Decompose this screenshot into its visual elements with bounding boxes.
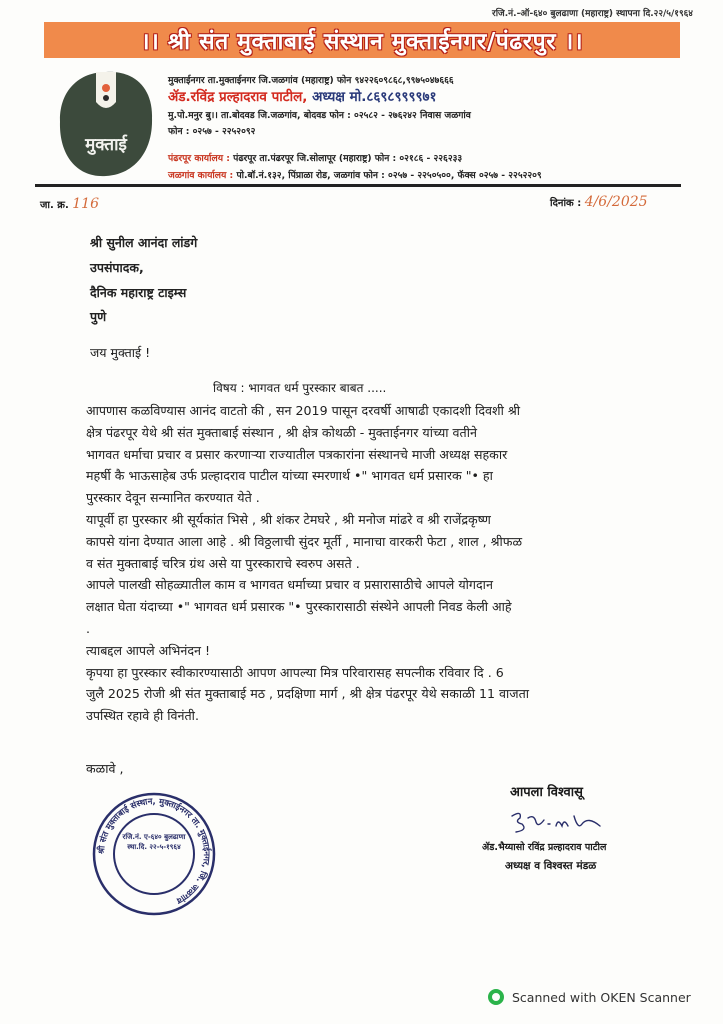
pandharpur-address: पंढरपूर ता.पंढरपूर जि.सोलापूर (महाराष्ट्र) फोन : ०२१८६ - २२६२३३	[233, 153, 463, 164]
body-line: व संत मुक्ताबाई चरित्र ग्रंथ असे या पुरस्काराचे स्वरुप असते .	[86, 555, 360, 571]
recipient-organization: दैनिक महाराष्ट्र टाइम्स	[90, 285, 187, 300]
body-line: आपले पालखी सोहळ्यातील काम व भागवत धर्माच्या प्रचार व प्रसारासाठीचे आपले योगदान	[86, 577, 493, 593]
body-line: उपस्थित रहावे ही विनंती.	[86, 708, 199, 724]
recipient-designation: उपसंपादक,	[90, 260, 144, 275]
body-line: कृपया हा पुरस्कार स्वीकारण्यासाठी आपण आपल्या मित्र परिवारासह सपत्नीक रविवार दि . 6	[86, 664, 504, 680]
letter-body	[86, 400, 686, 727]
oken-logo-icon	[488, 989, 504, 1005]
body-line: जुलै 2025 रोजी श्री संत मुक्ताबाई मठ , प्रदक्षिणा मार्ग , श्री क्षेत्र पंढरपूर येथे सकाळी 11 वाजता	[86, 686, 530, 702]
banner-title: ।। श्री संत मुक्ताबाई संस्थान मुक्ताईनगर/पंढरपुर ।।	[140, 29, 584, 55]
address-line-4: फोन : ०२५७ - २२५२०९२	[168, 126, 256, 137]
subject-line: विषय : भागवत धर्म पुरस्कार बाबत .....	[213, 381, 387, 395]
seal-outer-text: श्री संत मुक्ताबाई संस्थान, मुक्ताईनगर ता. मुक्ताईनगर, जि. जळगांव	[96, 796, 212, 906]
signatory-name: ॲड.भैय्यासो रविंद्र प्रल्हादराव पाटील	[482, 842, 607, 853]
body-line: .	[86, 620, 91, 636]
logo-text: मुक्ताई	[85, 135, 127, 155]
body-line: यापूर्वी हा पुरस्कार श्री सूर्यकांत भिसे , श्री शंकर टेमघरे , श्री मनोज मांढरे व श्री राजेंद्रकृष्ण	[86, 511, 491, 527]
president-title: अध्यक्ष मो.८६९८९९९९७१	[312, 89, 437, 105]
reference-number	[40, 196, 99, 212]
date-label: दिनांक :	[550, 198, 582, 209]
ref-value: 116	[72, 196, 99, 212]
body-line: पुरस्कार देवून सन्मानित करण्यात येते .	[86, 490, 260, 506]
pandharpur-label: पंढरपूर कार्यालय :	[168, 153, 230, 164]
recipient-name: श्री सुनील आनंदा लांडगे	[90, 235, 198, 250]
header-divider	[35, 184, 681, 187]
body-line: कापसे यांना देण्यात आला आहे . श्री विठ्ठलाची सुंदर मूर्ती , मानाचा वारकरी फेटा , शाल , श्रीफळ	[86, 533, 523, 549]
signatory-role: अध्यक्ष व विश्वस्त मंडळ	[505, 860, 597, 872]
scanner-text: Scanned with OKEN Scanner	[512, 989, 691, 1005]
date-value: 4/6/2025	[584, 194, 648, 210]
body-line: त्याबद्दल आपले अभिनंदन !	[86, 642, 211, 658]
ref-label: जा. क्र.	[40, 200, 69, 211]
address-line-1: मुक्ताईनगर ता.मुक्ताईनगर जि.जळगांव (महाराष्ट्र) फोन ९४२२६०९८६८,९९७५०४७६६६	[168, 75, 454, 86]
letter-date	[550, 194, 648, 210]
jalgaon-office	[168, 168, 542, 181]
letterhead-banner	[44, 22, 680, 58]
body-line: भागवत धर्माचा प्रचार व प्रसार करणाऱ्या राज्यातील पत्रकारांना संस्थानचे माजी अध्यक्ष सहकार	[86, 446, 508, 462]
seal-inner-text: रजि.नं. ए-६४० बुलढाणा स्था.दि. २२-५-१९६४	[122, 833, 186, 851]
body-line: लक्षात घेता यंदाच्या •" भागवत धर्म प्रसारक "• पुरस्कारासाठी संस्थेने आपली निवड केली आहे	[86, 599, 512, 615]
recipient-city: पुणे	[90, 309, 107, 324]
body-line: क्षेत्र पंढरपूर येथे श्री संत मुक्ताबाई संस्थान , श्री क्षेत्र कोथळी - मुक्ताईनगर यांच्या वतीने	[86, 424, 477, 440]
closing-kalave: कळावे ,	[86, 761, 124, 776]
president-name: ॲड.रविंद्र प्रल्हादराव पाटील,	[168, 89, 308, 105]
jalgaon-address: पो.बॉ.नं.१३२, पिंप्राळा रोड, जळगांव फोन : ०२५७ - २२५०५००, फॅक्स ०२५७ - २२५२२०९	[236, 170, 542, 181]
address-line-3: मु.पो.मनुर बु।। ता.बोदवड जि.जळगांव, बोदवड फोन : ०२५८२ - २७६२४२ निवास जळगांव	[168, 110, 471, 121]
scanner-watermark	[488, 989, 691, 1005]
president-line	[168, 87, 437, 105]
muktai-logo	[56, 66, 156, 182]
institution-seal	[90, 790, 218, 918]
handwritten-signature	[508, 808, 608, 836]
body-line: आपणास कळविण्यास आनंद वाटतो की , सन 2019 पासून दरवर्षी आषाढी एकादशी दिवशी श्री	[86, 403, 521, 418]
registration-line: रजि.नं.-ऑ-६४० बुलढाणा (महाराष्ट्र) स्थापना दि.२२/५/१९६४	[492, 9, 693, 19]
pandharpur-office	[168, 151, 462, 164]
closing-salutation: आपला विश्वासू	[510, 785, 583, 800]
jalgaon-label: जळगांव कार्यालय :	[168, 170, 234, 181]
greeting: जय मुक्ताई !	[90, 345, 151, 360]
body-line: महर्षी कै भाऊसाहेब उर्फ प्रल्हादराव पाटील यांच्या स्मरणार्थ •" भागवत धर्म प्रसारक "• हा	[86, 468, 493, 484]
